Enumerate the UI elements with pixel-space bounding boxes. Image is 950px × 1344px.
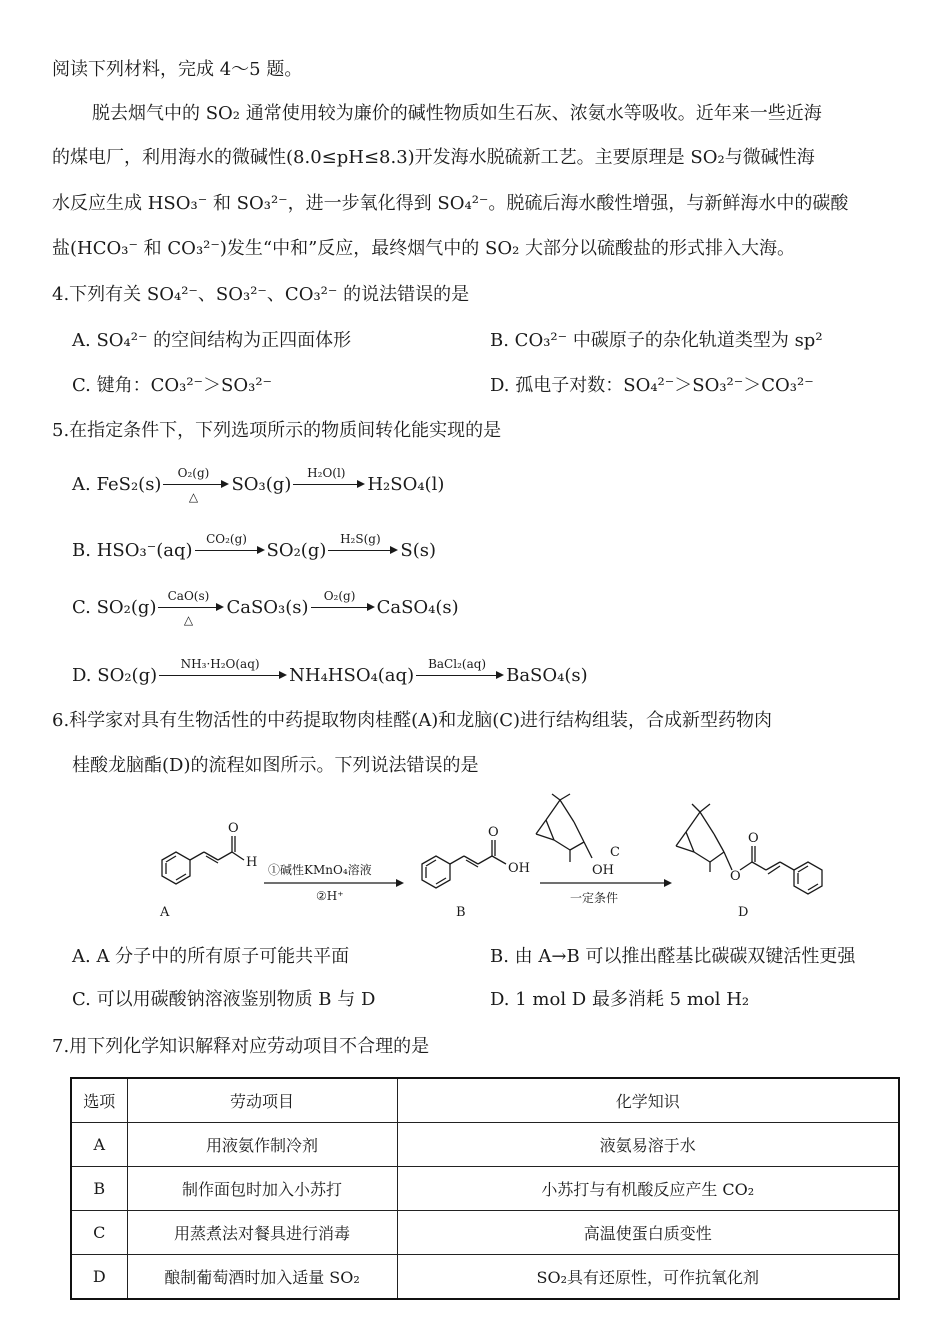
q5-stem: 5.在指定条件下，下列选项所示的物质间转化能实现的是 (52, 420, 502, 441)
q6-stem-line-1: 6.科学家对具有生物活性的中药提取物肉桂醛(A)和龙脑(C)进行结构组装，合成新型药物肉 (52, 710, 773, 731)
q5b-intermediate: SO₂(g) (266, 540, 327, 561)
mol-a-h-text: H (246, 855, 258, 870)
q5b-arrow-2 (328, 532, 398, 552)
q5-option-a (72, 466, 445, 504)
q5c-arrow-1 (158, 589, 224, 627)
material-line-3: 水反应生成 HSO₃⁻ 和 SO₃²⁻，进一步氧化得到 SO₄²⁻。脱硫后海水酸性增强，与新鲜海水中的碳酸 (52, 193, 849, 214)
table-row (71, 1123, 899, 1167)
q5c-arrow-2 (311, 589, 375, 609)
mol-b-label: B (456, 905, 466, 920)
q6-stem-line-2: 桂酸龙脑酯(D)的流程如图所示。下列说法错误的是 (72, 755, 479, 776)
q5d-cond-1: NH₃·H₂O(aq) (180, 657, 260, 671)
step1-reagent-2: ②H⁺ (316, 889, 344, 903)
table-header-row (71, 1078, 899, 1123)
q5-option-d (72, 657, 588, 686)
q5d-cond-2: BaCl₂(aq) (428, 657, 487, 671)
mol-d-label: D (738, 905, 749, 920)
q5a-cond-1: O₂(g) (177, 466, 210, 480)
molecule-a (162, 836, 244, 884)
table-cell: 液氨易溶于水 (397, 1123, 899, 1167)
q5b-label: B. (72, 540, 91, 561)
q5b-reactant: HSO₃⁻(aq) (96, 540, 193, 561)
step2-condition: 一定条件 (570, 891, 619, 905)
header-chem-knowledge: 化学知识 (397, 1078, 899, 1123)
mol-b-oh-text: OH (508, 861, 530, 876)
table-cell: 用液氨作制冷剂 (127, 1123, 397, 1167)
mol-a-o-text: O (228, 821, 239, 836)
reaction-scheme (140, 790, 840, 930)
mol-a-label: A (160, 905, 170, 920)
material-line-4: 盐(HCO₃⁻ 和 CO₃²⁻)发生“中和”反应，最终烟气中的 SO₂ 大部分以硫酸盐的形式排入大海。 (52, 238, 796, 259)
q5b-arrow-1 (195, 532, 265, 552)
table-cell: A (71, 1123, 127, 1167)
q5c-cond-1: CaO(s) (167, 589, 210, 603)
q5-option-b (72, 532, 436, 561)
q5d-intermediate: NH₄HSO₄(aq) (289, 665, 415, 686)
table-cell: C (71, 1211, 127, 1255)
molecule-c (536, 794, 592, 862)
q5d-product: BaSO₄(s) (506, 665, 588, 686)
q5c-intermediate: CaSO₃(s) (226, 597, 309, 618)
q5b-cond-1: CO₂(g) (206, 532, 247, 546)
header-option: 选项 (71, 1078, 127, 1123)
q5d-arrow-1 (159, 657, 287, 677)
q5d-reactant: SO₂(g) (97, 665, 158, 686)
q5d-label: D. (72, 665, 92, 686)
mol-d-ester-o-text: O (730, 869, 741, 884)
reading-intro: 阅读下列材料，完成 4～5 题。 (52, 59, 303, 80)
mol-b-o-text: O (488, 825, 499, 840)
q5a-arrow-1 (163, 466, 229, 504)
q5c-product: CaSO₄(s) (376, 597, 459, 618)
q6-option-d: D. 1 mol D 最多消耗 5 mol H₂ (490, 989, 750, 1010)
table-cell: 用蒸煮法对餐具进行消毒 (127, 1211, 397, 1255)
q5-option-c (72, 589, 459, 627)
q5a-arrow-2 (293, 466, 365, 486)
table-row (71, 1167, 899, 1211)
table-cell: B (71, 1167, 127, 1211)
material-line-2: 的煤电厂，利用海水的微碱性(8.0≤pH≤8.3)开发海水脱硫新工艺。主要原理是 SO₂与微碱性海 (52, 147, 815, 168)
q4-option-d: D. 孤电子对数：SO₄²⁻＞SO₃²⁻＞CO₃²⁻ (490, 375, 814, 396)
q7-table (70, 1077, 900, 1300)
q5a-reactant: FeS₂(s) (96, 474, 162, 495)
material-line-1: 脱去烟气中的 SO₂ 通常使用较为廉价的碱性物质如生石灰、浓氨水等吸收。近年来一些近海 (92, 103, 822, 124)
q4-option-a: A. SO₄²⁻ 的空间结构为正四面体形 (72, 330, 352, 351)
table-cell: SO₂具有还原性，可作抗氧化剂 (397, 1255, 899, 1300)
q5a-intermediate: SO₃(g) (231, 474, 292, 495)
q5a-label: A. (72, 474, 91, 495)
table-row (71, 1255, 899, 1300)
molecule-d (676, 804, 822, 894)
q6-option-b: B. 由 A→B 可以推出醛基比碳碳双键活性更强 (490, 946, 856, 967)
header-labor-project: 劳动项目 (127, 1078, 397, 1123)
q5a-product: H₂SO₄(l) (367, 474, 445, 495)
q5c-cond-2: O₂(g) (323, 589, 356, 603)
q5c-cond-1b: △ (183, 613, 194, 627)
q5b-cond-2: H₂S(g) (340, 532, 381, 546)
table-cell: 制作面包时加入小苏打 (127, 1167, 397, 1211)
q6-option-c: C. 可以用碳酸钠溶液鉴别物质 B 与 D (72, 989, 376, 1010)
mol-c-oh-text: OH (592, 863, 614, 878)
q5a-cond-2: H₂O(l) (307, 466, 346, 480)
q5b-product: S(s) (400, 540, 436, 561)
q6-option-a: A. A 分子中的所有原子可能共平面 (72, 946, 350, 967)
q4-option-b: B. CO₃²⁻ 中碳原子的杂化轨道类型为 sp² (490, 330, 823, 351)
q7-stem: 7.用下列化学知识解释对应劳动项目不合理的是 (52, 1036, 430, 1057)
table-row (71, 1211, 899, 1255)
mol-c-label: C (610, 845, 620, 860)
q5c-reactant: SO₂(g) (96, 597, 157, 618)
table-cell: D (71, 1255, 127, 1300)
q4-stem: 4.下列有关 SO₄²⁻、SO₃²⁻、CO₃²⁻ 的说法错误的是 (52, 284, 470, 305)
q5c-label: C. (72, 597, 91, 618)
table-cell: 酿制葡萄酒时加入适量 SO₂ (127, 1255, 397, 1300)
molecule-b (422, 840, 506, 888)
q5a-cond-1b: △ (188, 490, 199, 504)
table-cell: 高温使蛋白质变性 (397, 1211, 899, 1255)
step1-reagent-1: ①碱性KMnO₄溶液 (268, 863, 372, 877)
q4-option-c: C. 键角：CO₃²⁻＞SO₃²⁻ (72, 375, 273, 396)
q5d-arrow-2 (416, 657, 504, 677)
table-cell: 小苏打与有机酸反应产生 CO₂ (397, 1167, 899, 1211)
mol-d-carbonyl-o-text: O (748, 831, 759, 846)
